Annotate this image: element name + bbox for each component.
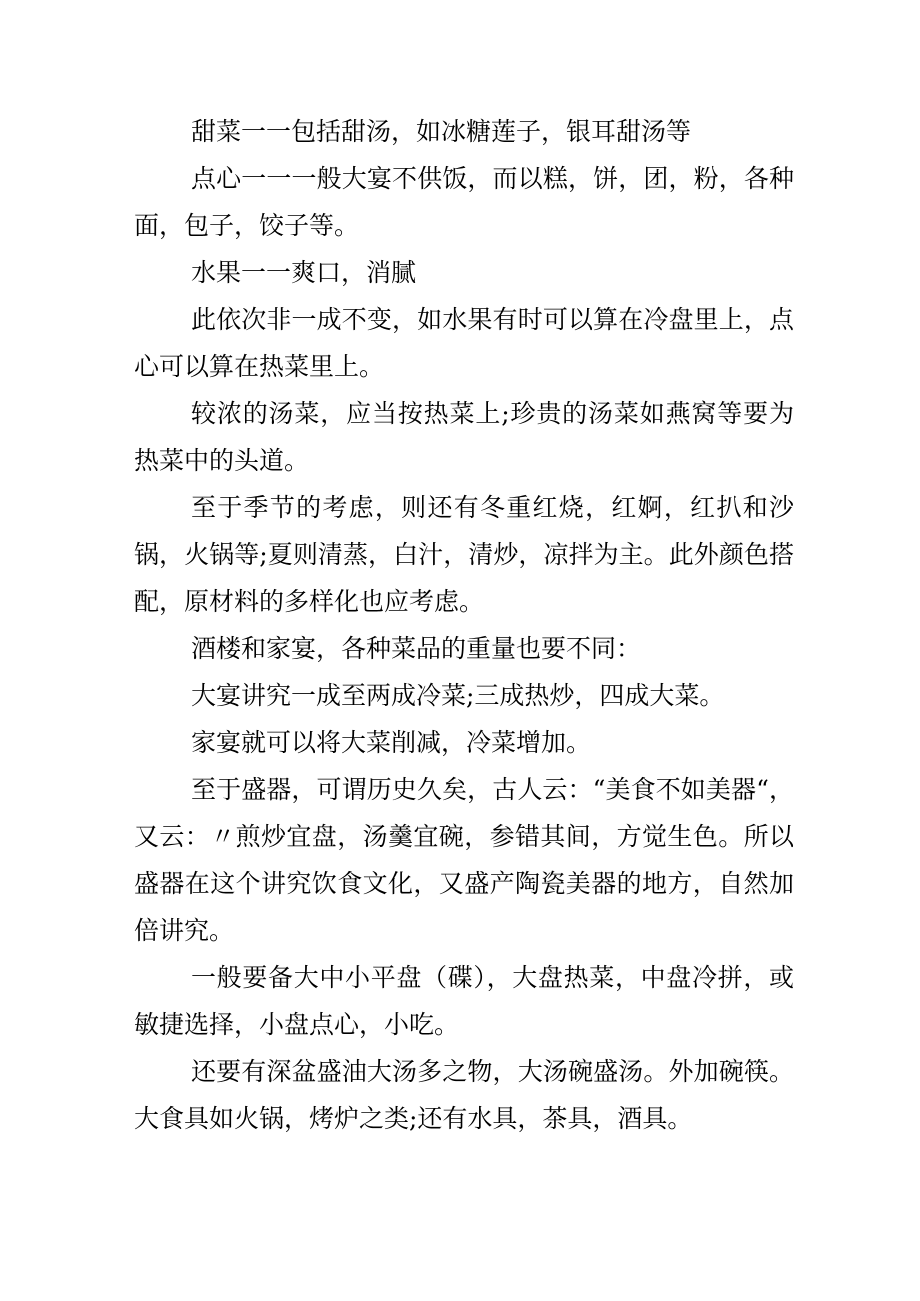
paragraph-bowls-utensils: 还要有深盆盛油大汤多之物，大汤碗盛汤。外加碗筷。大食具如火锅，烤炉之类;还有水具，茶具，酒具。	[134, 1057, 794, 1133]
paragraph-plates: 一般要备大中小平盘（碟），大盘热菜，中盘冷拼，或敏捷选择，小盘点心，小吃。	[134, 963, 794, 1039]
paragraph-restaurant-home: 酒楼和家宴，各种菜品的重量也要不同：	[191, 634, 642, 663]
paragraph-home-banquet: 家宴就可以将大菜削减，冷菜增加。	[191, 728, 592, 757]
document-body	[134, 108, 794, 1142]
paragraph-banquet-ratio: 大宴讲究一成至两成冷菜;三成热炒，四成大菜。	[191, 681, 725, 710]
paragraph-seasonal: 至于季节的考虑，则还有冬重红烧，红婀，红扒和沙锅，火锅等;夏则清蒸，白汁，清炒，凉拌为主。此外颜色搭配，原材料的多样化也应考虑。	[134, 493, 794, 616]
paragraph-dim-sum: 点心一一一般大宴不供饭，而以糕，饼，团，粉，各种面，包子，饺子等。	[134, 164, 794, 240]
paragraph-sweets: 甜菜一一包括甜汤，如冰糖莲子，银耳甜汤等	[191, 117, 692, 146]
paragraph-order-flexibility: 此依次非一成不变，如水果有时可以算在冷盘里上，点心可以算在热菜里上。	[134, 305, 794, 381]
paragraph-thick-soup: 较浓的汤菜，应当按热菜上;珍贵的汤菜如燕窝等要为热菜中的头道。	[134, 399, 794, 475]
paragraph-tableware-history: 至于盛器，可谓历史久矣，古人云：“美食不如美器“，又云：〃煎炒宜盘，汤羹宜碗，参错其间，方觉生色。所以盛器在这个讲究饮食文化，又盛产陶瓷美器的地方，自然加倍讲究。	[134, 775, 794, 945]
paragraph-fruit: 水果一一爽口，消腻	[191, 258, 417, 287]
